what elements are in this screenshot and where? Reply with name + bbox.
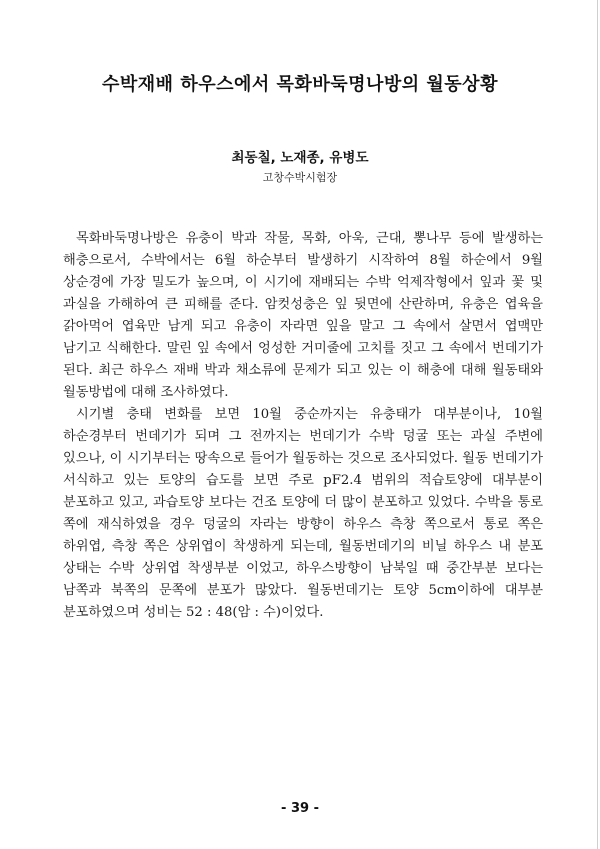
page-number: - 39 - (281, 801, 319, 816)
paragraph-1: 목화바둑명나방은 유충이 박과 작물, 목화, 아욱, 근대, 뽕나무 등에 발생하는 해충으로서, 수박에서는 6월 하순부터 발생하기 시작하여 8월 하순에서 9월 상순경에 가장 밀도가 높으며, 이 시기에 재배되는 수박 억제작형에서 잎과 꽃 및 과실을 가해하여 큰 피해를 준다. 암컷성충은 잎 뒷면에 산란하며, 유충은 엽육을 갉아먹어 엽육만 남게 되고 유충이 자라면 잎을 말고 그 속에서 살면서 엽맥만 남기고 식해한다. 말린 잎 속에서 엉성한 거미줄에 고치를 짓고 그 속에서 번데기가 된다. 최근 하우스 재배 박과 채소류에 문제가 되고 있는 이 해충에 대해 월동태와 월동방법에 대해 조사하였다. (63, 231, 543, 400)
author-list: 최동칠, 노재종, 유병도 (231, 150, 369, 166)
paragraph-2: 시기별 충태 변화를 보면 10월 중순까지는 유충태가 대부분이나, 10월 하순경부터 번데기가 되며 그 전까지는 번데기가 수박 덩굴 또는 과실 주변에 있으나, 이 시기부터는 땅속으로 들어가 월동하는 것으로 조사되었다. 월동 번데기가 서식하고 있는 토양의 습도를 보면 주로 pF2.4 범위의 적습토양에 대부분이 분포하고 있고, 과습토양 보다는 건조 토양에 더 많이 분포하고 있었다. 수박을 통로 쪽에 재식하였을 경우 덩굴의 자라는 방향이 하우스 측창 쪽으로서 통로 쪽은 하위엽, 측창 쪽은 상위엽이 착생하게 되는데, 월동번데기의 비닐 하우스 내 분포 상태는 수박 상위엽 착생부분 이었고, 하우스방향이 남북일 때 중간부분 보다는 남쪽과 북쪽의 문쪽에 분포가 많았다. 월동번데기는 토양 5cm이하에 대부분 분포하였으며 성비는 52 : 48(암 : 수)이었다. (63, 407, 543, 620)
abstract-body (63, 228, 543, 624)
author-affiliation: 고창수박시험장 (262, 171, 338, 184)
paper-title: 수박재배 하우스에서 목화바둑명나방의 월동상황 (102, 74, 498, 95)
page-edge-line (597, 0, 598, 849)
